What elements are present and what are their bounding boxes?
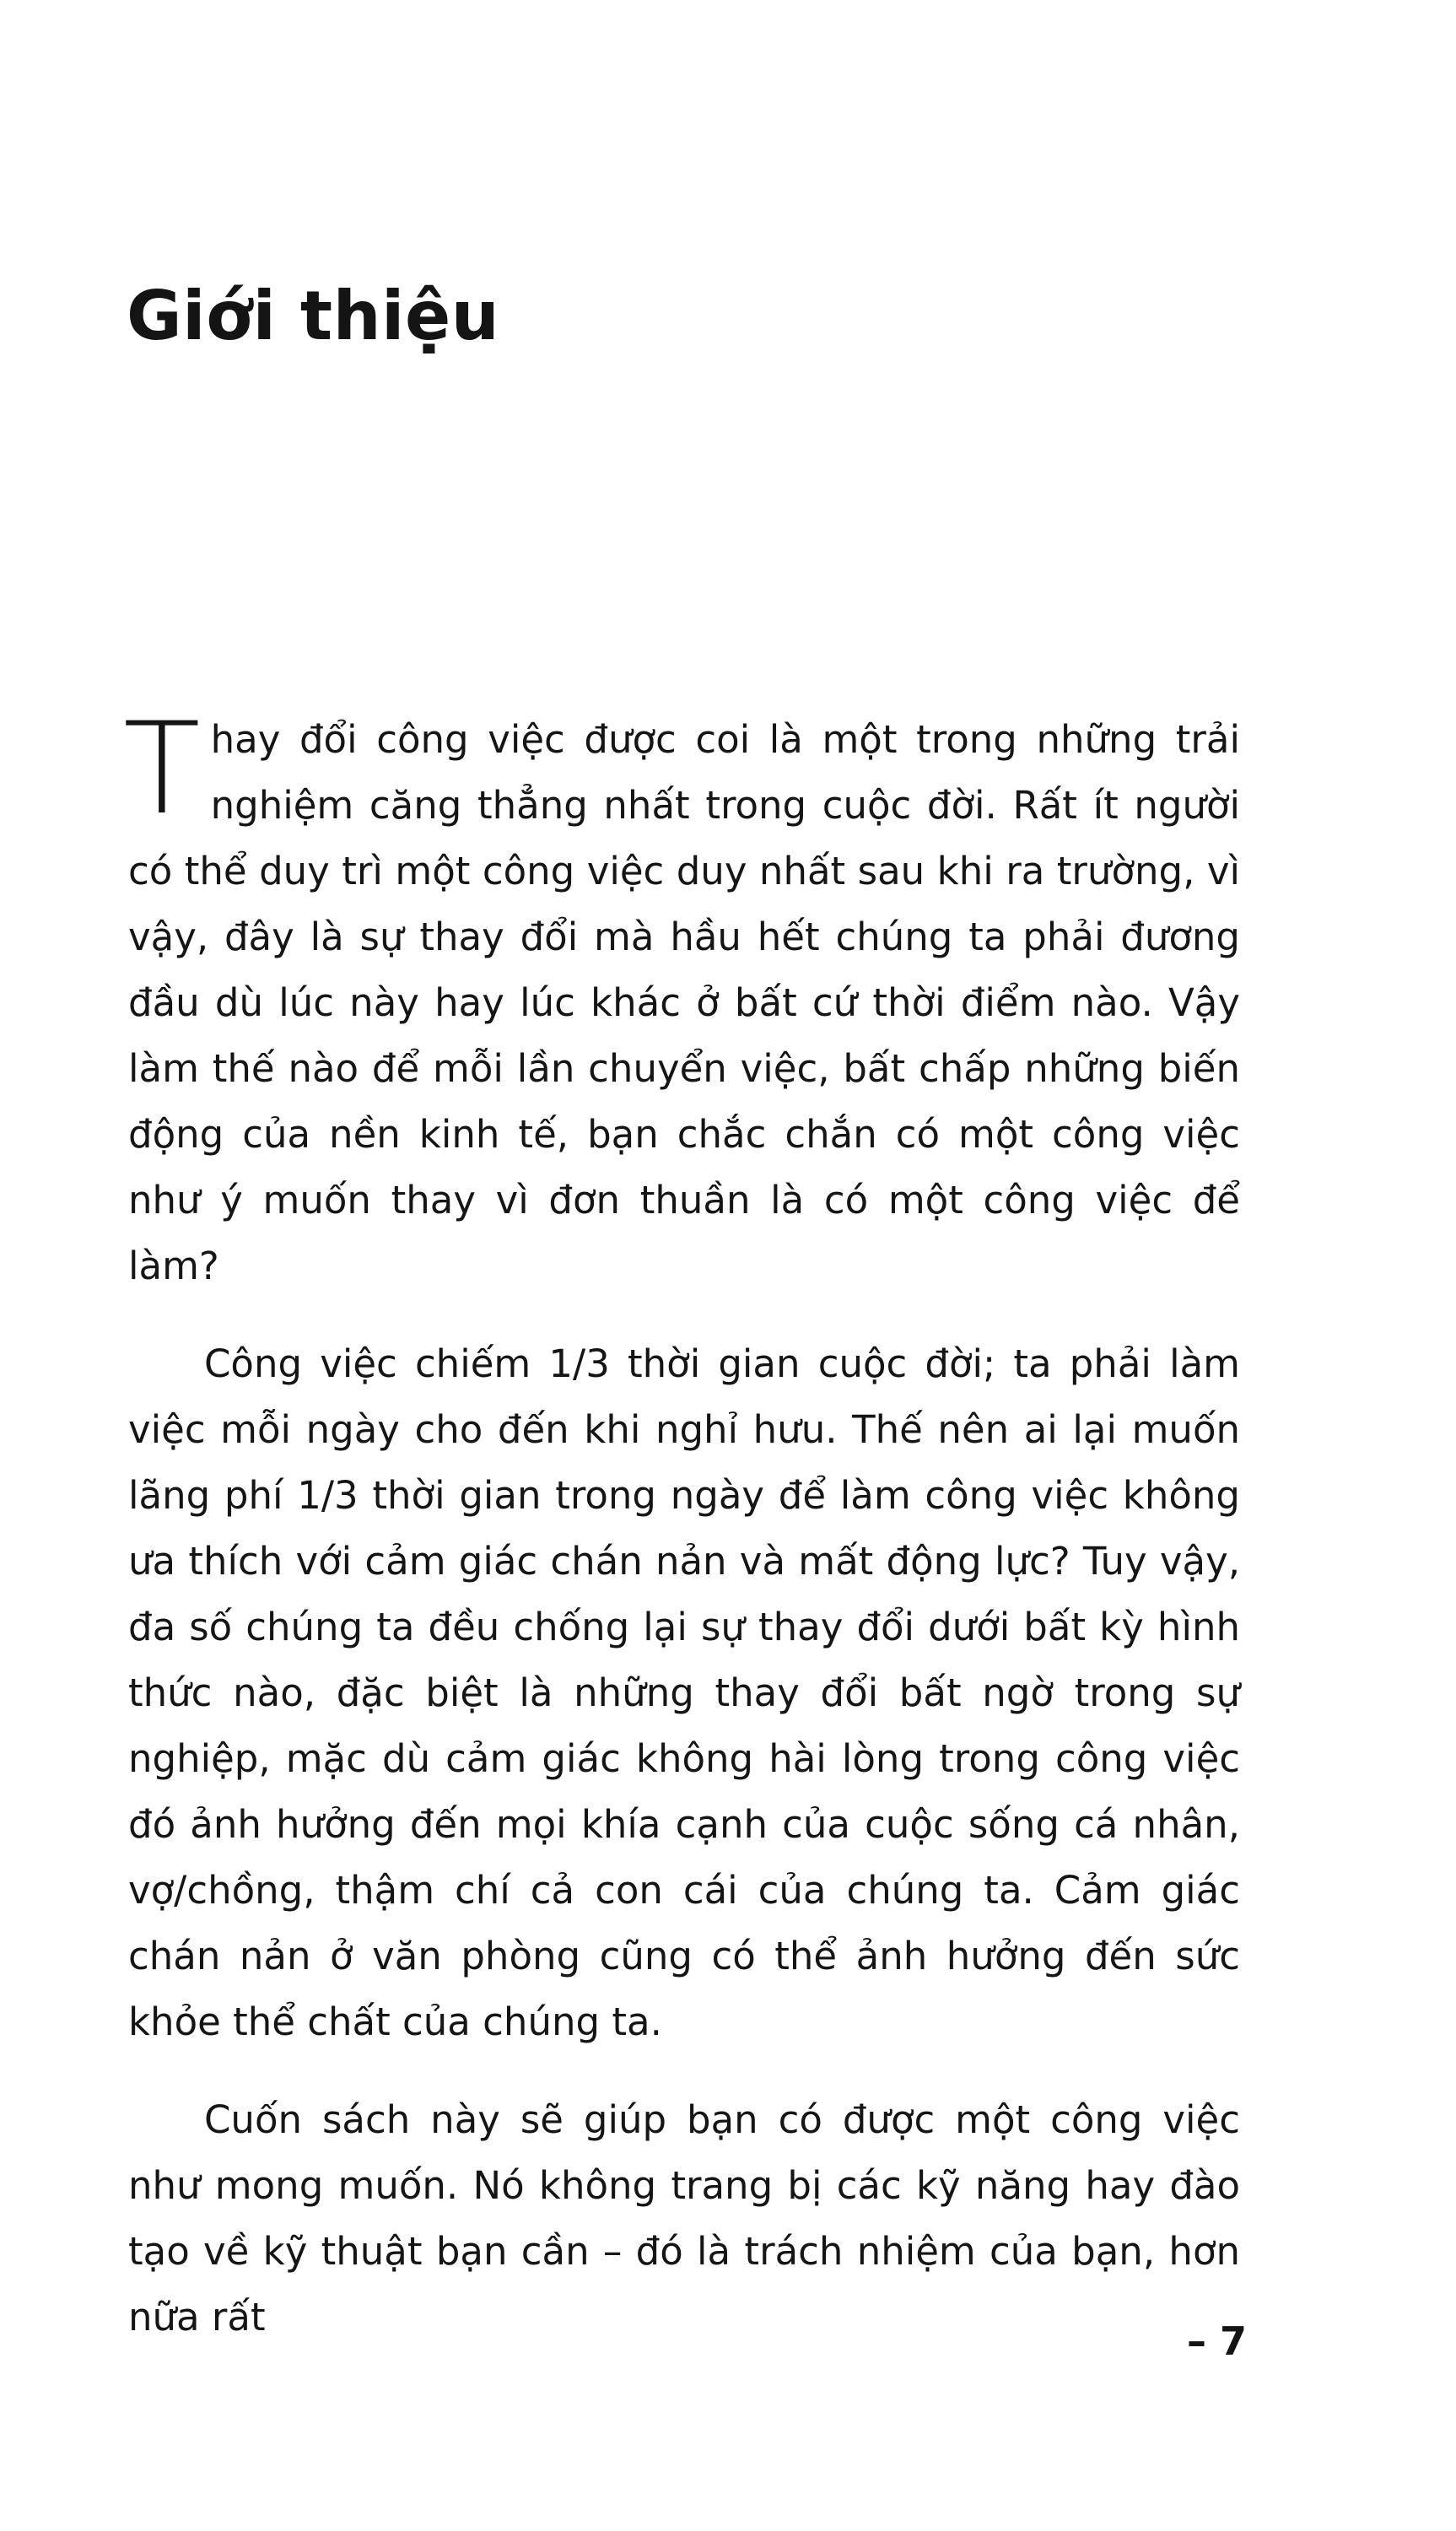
drop-cap: T <box>123 696 201 843</box>
body-text <box>123 696 1240 2350</box>
paragraph-2: Công việc chiếm 1/3 thời gian cuộc đời; ta phải làm việc mỗi ngày cho đến khi nghỉ hưu. Thế nên ai lại muốn lãng phí 1/3 thời gian trong ngày để làm công việc không ưa thích với cảm giác chán nản và mất động lực? Tuy vậy, đa số chúng ta đều chống lại sự thay đổi dưới bất kỳ hình thức nào, đặc biệt là những thay đổi bất ngờ trong sự nghiệp, mặc dù cảm giác không hài lòng trong công việc đó ảnh hưởng đến mọi khía cạnh của cuộc sống cá nhân, vợ/chồng, thậm chí cả con cái của chúng ta. Cảm giác chán nản ở văn phòng cũng có thể ảnh hưởng đến sức khỏe thể chất của chúng ta. <box>128 1341 1240 2044</box>
chapter-title: Giới thiệu <box>127 277 500 355</box>
page-number: – 7 <box>1186 2318 1247 2364</box>
paragraph-3: Cuốn sách này sẽ giúp bạn có được một công việc như mong muốn. Nó không trang bị các kỹ năng hay đào tạo về kỹ thuật bạn cần – đó là trách nhiệm của bạn, hơn nữa rất <box>128 2097 1240 2339</box>
paragraph-1 <box>123 696 1240 1299</box>
paragraph-1-text: hay đổi công việc được coi là một trong những trải nghiệm căng thẳng nhất trong cuộc đời. Rất ít người có thể duy trì một công việc duy nhất sau khi ra trường, vì vậy, đây là sự thay đổi mà hầu hết chúng ta phải đương đầu dù lúc này hay lúc khác ở bất cứ thời điểm nào. Vậy làm thế nào để mỗi lần chuyển việc, bất chấp những biến động của nền kinh tế, bạn chắc chắn có một công việc như ý muốn thay vì đơn thuần là có một công việc để làm? <box>128 717 1240 1288</box>
